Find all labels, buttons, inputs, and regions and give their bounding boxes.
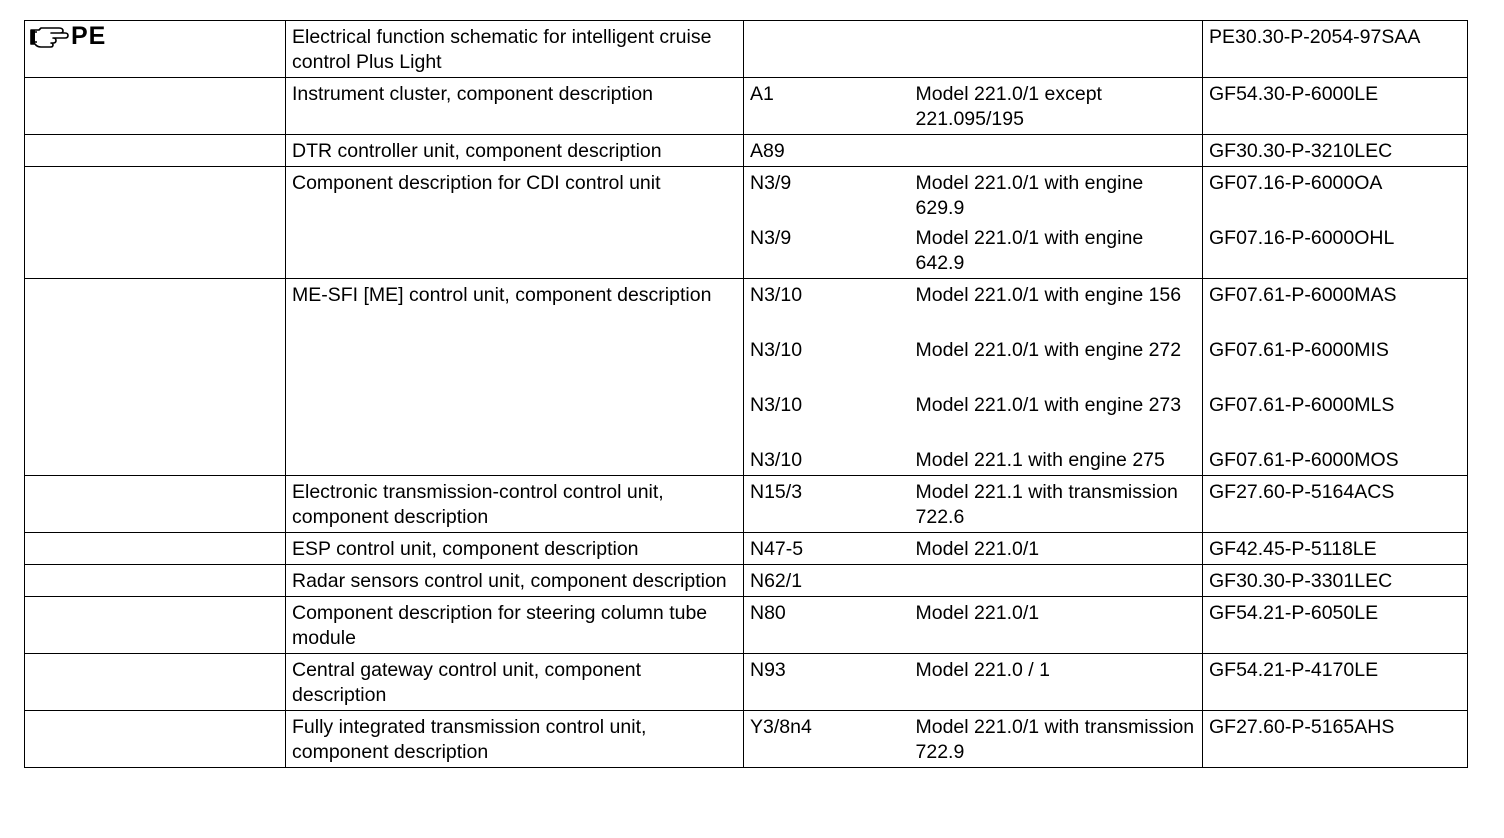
doc-value: GF07.61-P-6000MLS — [1209, 394, 1395, 416]
doc-value: GF07.61-P-6000MOS — [1209, 449, 1399, 471]
pointing-hand-icon — [29, 24, 69, 48]
code-value: N3/9 — [750, 172, 792, 194]
code-value: N62/1 — [750, 570, 803, 592]
table-row — [25, 711, 1468, 768]
group-cell — [25, 78, 286, 135]
model-cell — [910, 711, 1203, 768]
model-value: Model 221.1 with transmission 722.6 — [915, 481, 1178, 528]
model-cell — [910, 654, 1203, 711]
model-cell — [910, 565, 1203, 597]
code-cell — [744, 654, 910, 711]
group-cell — [25, 279, 286, 476]
doc-value: GF27.60-P-5164ACS — [1209, 481, 1395, 503]
doc-value: PE30.30-P-2054-97SAA — [1209, 26, 1421, 48]
description-cell: Component description for CDI control unit — [286, 167, 744, 279]
description-cell: Fully integrated transmission control unit, component description — [286, 711, 744, 768]
description-cell: Central gateway control unit, component description — [286, 654, 744, 711]
group-cell — [25, 21, 286, 78]
table-row — [25, 135, 1468, 167]
model-cell — [910, 167, 1203, 279]
model-cell — [910, 476, 1203, 533]
code-cell — [744, 711, 910, 768]
table-row — [25, 533, 1468, 565]
code-value: N3/9 — [750, 227, 792, 249]
doc-value: GF54.30-P-6000LE — [1209, 83, 1379, 105]
model-value: Model 221.1 with engine 275 — [915, 449, 1165, 471]
document-number-cell — [1203, 654, 1468, 711]
document-number-cell — [1203, 78, 1468, 135]
model-cell — [910, 135, 1203, 167]
pe-label — [29, 21, 281, 51]
model-value: Model 221.0/1 — [915, 538, 1040, 560]
table-row — [25, 167, 1468, 279]
model-cell — [910, 533, 1203, 565]
model-cell — [910, 279, 1203, 476]
group-cell — [25, 597, 286, 654]
doc-value: GF54.21-P-6050LE — [1209, 602, 1379, 624]
doc-value: GF07.16-P-6000OA — [1209, 172, 1383, 194]
description-cell: DTR controller unit, component description — [286, 135, 744, 167]
model-value: Model 221.0 / 1 — [915, 659, 1050, 681]
group-cell — [25, 135, 286, 167]
doc-value: GF54.21-P-4170LE — [1209, 659, 1379, 681]
model-value: Model 221.0/1 with engine 273 — [915, 394, 1182, 416]
model-value: Model 221.0/1 with engine 156 — [915, 284, 1182, 306]
code-value: N80 — [750, 602, 786, 624]
code-value: A1 — [750, 83, 774, 105]
code-value: Y3/8n4 — [750, 716, 812, 738]
code-value: N93 — [750, 659, 786, 681]
code-cell — [744, 167, 910, 279]
doc-value: GF07.61-P-6000MAS — [1209, 284, 1397, 306]
description-cell: Electronic transmission-control control unit, component description — [286, 476, 744, 533]
doc-value: GF27.60-P-5165AHS — [1209, 716, 1395, 738]
model-value: Model 221.0/1 except 221.095/195 — [915, 83, 1102, 130]
doc-value: GF30.30-P-3210LEC — [1209, 140, 1393, 162]
description-cell: Radar sensors control unit, component description — [286, 565, 744, 597]
document-number-cell — [1203, 167, 1468, 279]
code-value: A89 — [750, 140, 785, 162]
code-value: N15/3 — [750, 481, 803, 503]
group-cell — [25, 565, 286, 597]
description-cell: ME-SFI [ME] control unit, component description — [286, 279, 744, 476]
model-value: Model 221.0/1 with engine 642.9 — [915, 227, 1144, 274]
group-cell — [25, 711, 286, 768]
model-cell — [910, 78, 1203, 135]
code-value: N3/10 — [750, 394, 803, 416]
code-cell — [744, 78, 910, 135]
model-value: Model 221.0/1 with transmission 722.9 — [915, 716, 1195, 763]
table-row — [25, 565, 1468, 597]
group-cell — [25, 476, 286, 533]
doc-value: GF07.16-P-6000OHL — [1209, 227, 1395, 249]
code-value: N3/10 — [750, 339, 803, 361]
model-value: Model 221.0/1 with engine 629.9 — [915, 172, 1144, 219]
description-cell: Electrical function schematic for intelligent cruise control Plus Light — [286, 21, 744, 78]
table-row — [25, 654, 1468, 711]
code-cell — [744, 476, 910, 533]
document-number-cell — [1203, 597, 1468, 654]
document-number-cell — [1203, 476, 1468, 533]
code-cell — [744, 597, 910, 654]
reference-table-body — [25, 21, 1468, 768]
document-number-cell — [1203, 279, 1468, 476]
document-number-cell — [1203, 533, 1468, 565]
code-cell — [744, 533, 910, 565]
description-cell: Instrument cluster, component description — [286, 78, 744, 135]
doc-value: GF42.45-P-5118LE — [1209, 538, 1377, 560]
code-cell — [744, 21, 910, 78]
model-value: Model 221.0/1 with engine 272 — [915, 339, 1182, 361]
document-number-cell — [1203, 21, 1468, 78]
model-cell — [910, 21, 1203, 78]
pe-label-text: PE — [71, 21, 107, 50]
reference-table — [24, 20, 1468, 768]
group-cell — [25, 654, 286, 711]
model-value: Model 221.0/1 — [915, 602, 1040, 624]
document-number-cell — [1203, 565, 1468, 597]
table-row — [25, 21, 1468, 78]
doc-value: GF30.30-P-3301LEC — [1209, 570, 1393, 592]
code-cell — [744, 279, 910, 476]
group-cell — [25, 533, 286, 565]
doc-value: GF07.61-P-6000MIS — [1209, 339, 1389, 361]
description-cell: ESP control unit, component description — [286, 533, 744, 565]
group-cell — [25, 167, 286, 279]
model-cell — [910, 597, 1203, 654]
document-number-cell — [1203, 135, 1468, 167]
table-row — [25, 78, 1468, 135]
code-value: N3/10 — [750, 284, 803, 306]
code-value: N47-5 — [750, 538, 804, 560]
table-row — [25, 476, 1468, 533]
table-row — [25, 597, 1468, 654]
code-cell — [744, 135, 910, 167]
description-cell: Component description for steering column tube module — [286, 597, 744, 654]
table-row — [25, 279, 1468, 476]
code-cell — [744, 565, 910, 597]
code-value: N3/10 — [750, 449, 803, 471]
document-number-cell — [1203, 711, 1468, 768]
